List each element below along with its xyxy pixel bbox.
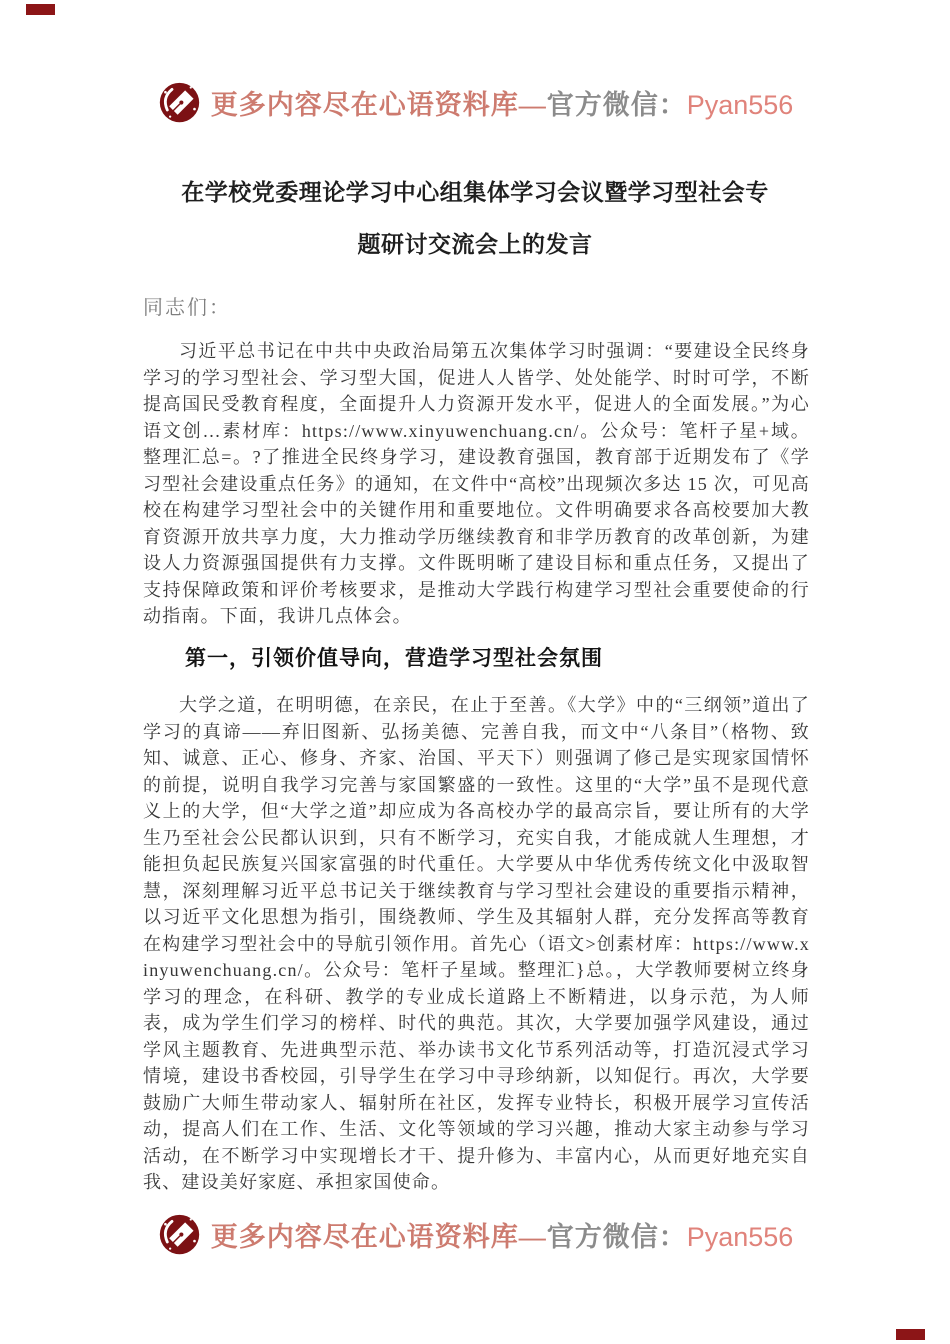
- section-heading-1: 第一，引领价值导向，营造学习型社会氛围: [185, 647, 603, 670]
- header-branding-text: [211, 83, 794, 122]
- paragraph-2: 大学之道，在明明德，在亲民，在止于至善。《大学》中的“三纲领”道出了学习的真谛——弃旧图新、弘扬美德、完善自我，而文中“八条目”（格物、致知、诚意、正心、修身、齐家、治国、平天下）则强调了修己是实现家国情怀的前提，说明自我学习完善与家国繁盛的一致性。这里的“大学”虽不是现代意义上的大学，但“大学之道”却应成为各高校办学的最高宗旨，要让所有的大学生乃至社会公民都认识到，只有不断学习，充实自我，才能成就人生理想，才能担负起民族复兴国家富强的时代重任。大学要从中华优秀传统文化中汲取智慧，深刻理解习近平总书记关于继续教育与学习型社会建设的重要指示精神，以习近平文化思想为指引，围绕教师、学生及其辐射人群，充分发挥高等教育在构建学习型社会中的导航引领作用。首先心（语文>创素材库：https://www.xinyuwenchuang.cn/。公众号：笔杆子星域。整理汇}总。，大学教师要树立终身学习的理念，在科研、教学的专业成长道路上不断精进，以身示范，为人师表，成为学生们学习的榜样、时代的典范。其次，大学要加强学风建设，通过学风主题教育、先进典型示范、举办读书文化节系列活动等，打造沉浸式学习情境，建设书香校园，引导学生在学习中寻珍纳新，以知促行。再次，大学要鼓励广大师生带动家人、辐射所在社区，发挥专业特长，积极开展学习宣传活动，提高人们在工作、生活、文化等领域的学习兴趣，推动大家主动参与学习活动，在不断学习中实现增长才干、提升修为、丰富内心，从而更好地充实自我、建设美好家庭、承担家国使命。: [143, 695, 810, 1192]
- document-title: [120, 166, 830, 270]
- pen-nib-emblem-icon: [157, 80, 202, 125]
- wechat-id: Pyan556: [686, 90, 794, 120]
- wechat-id: Pyan556: [686, 1222, 794, 1252]
- salutation: 同志们：: [143, 297, 231, 319]
- brand-dash: —: [518, 1222, 547, 1252]
- footer-branding-text: [211, 1215, 794, 1254]
- brand-dash: —: [518, 90, 547, 120]
- document-title-line1: 在学校党委理论学习中心组集体学习会议暨学习型社会专: [181, 179, 769, 205]
- wechat-label: 官方微信：: [546, 90, 687, 120]
- top-left-corner-mark: [26, 4, 55, 15]
- paragraph-1: 习近平总书记在中共中央政治局第五次集体学习时强调：“要建设全民终身学习的学习型社会、学习型大国，促进人人皆学、处处能学、时时可学，不断提高国民受教育程度，全面提升人力资源开发水平，促进人的全面发展。”为心语文创…素材库：https://www.xinyuwenchuang.cn/。公众号：笔杆子星+域。整理汇总=。?了推进全民终身学习，建设教育强国，教育部于近期发布了《学习型社会建设重点任务》的通知，在文件中“高校”出现频次多达 15 次，可见高校在构建学习型社会中的关键作用和重要地位。文件明确要求各高校要加大教育资源开放共享力度，大力推动学历继续教育和非学历教育的改革创新，为建设人力资源强国提供有力支撑。文件既明晰了建设目标和重点任务，又提出了支持保障政策和评价考核要求，是推动大学践行构建学习型社会重要使命的行动指南。下面，我讲几点体会。: [143, 341, 810, 626]
- pen-nib-emblem-icon: [157, 1212, 202, 1257]
- bottom-right-corner-mark: [896, 1329, 925, 1340]
- header-branding: [0, 80, 950, 125]
- footer-branding: [0, 1212, 950, 1257]
- brand-slogan: 更多内容尽在心语资料库: [210, 1222, 519, 1252]
- wechat-label: 官方微信：: [546, 1222, 687, 1252]
- brand-slogan: 更多内容尽在心语资料库: [210, 90, 519, 120]
- document-title-line2: 题研讨交流会上的发言: [357, 231, 593, 257]
